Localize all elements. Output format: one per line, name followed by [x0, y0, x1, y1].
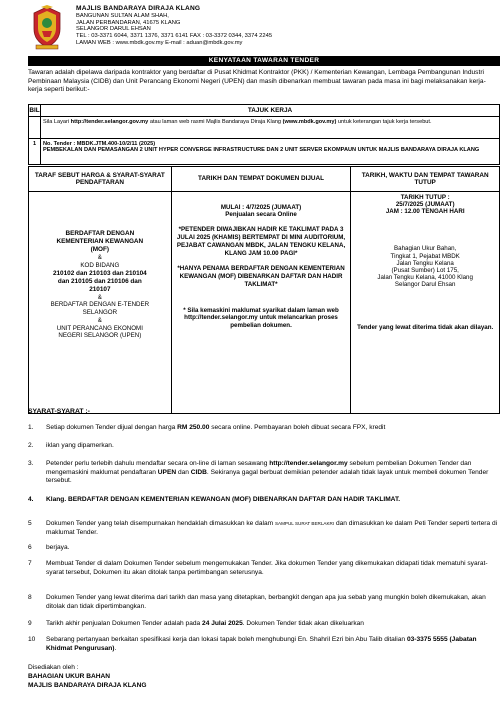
condition-text-part: Petender perlu terlebih dahulu mendaftar secara on-line di laman sesawang	[46, 460, 270, 467]
reg-ampersand: &	[97, 316, 102, 324]
condition-text-part: sebelum pembelian Dokumen Tender dan mengemaskini maklumat pendaftaran	[46, 460, 472, 476]
reg-line: BERDAFTAR DENGAN E-TENDER	[50, 301, 150, 309]
header-sale-date: TARIKH DAN TEMPAT DOKUMEN DIJUAL	[171, 167, 351, 192]
tender-title-cell	[41, 139, 500, 165]
address-line: BANGUNAN SULTAN ALAM SHAH,	[76, 12, 169, 19]
contact-line: TEL : 03-3371 6044, 3371 1376, 3371 6141 FAX : 03-3372 0344, 3374 2245	[76, 33, 273, 40]
briefing-notice: *PETENDER DIWAJIBKAN HADIR KE TAKLIMAT PADA 3 JULAI 2025 (KHAMIS) BERTEMPAT DI MINI AUDITORIUM, PEJABAT CAWANGAN MBDK, JALAN TENGKU KELANA, KLANG JAM 10.00 PAGI*	[176, 226, 346, 257]
web-email-line: LAMAN WEB : www.mbdk.gov.my E-mail : aduan@mbdk.gov.my	[76, 40, 243, 47]
condition-text: iklan yang dipamerkan.	[46, 442, 114, 449]
header-tajuk-kerja: TAJUK KERJA	[41, 105, 500, 117]
bil-cell-empty	[29, 117, 41, 139]
condition-text: Klang. BERDAFTAR DENGAN KEMENTERIAN KEWANGAN (MOF) DIBENARKAN DAFTAR DAN HADIR TAKLIMAT.	[46, 496, 401, 503]
closing-address-line: (Pusat Sumber) Lot 175,	[391, 266, 459, 274]
department-name: BAHAGIAN UKUR BAHAN	[28, 673, 111, 681]
condition-number: 9	[28, 620, 32, 627]
council-name: MAJLIS BANDARAYA DIRAJA KLANG	[28, 682, 147, 690]
mbdk-crest-icon	[30, 5, 64, 51]
prepared-by-label: Disediakan oleh :	[28, 664, 79, 671]
closing-address-line: Jalan Tengku Kelana	[396, 259, 454, 267]
registration-cell	[29, 192, 172, 414]
instruction-text: atau laman web rasmi Majlis Bandaraya Diraja Klang	[148, 119, 283, 125]
intro-paragraph: Tawaran adalah dipelawa daripada kontraktor yang berdaftar di Pusat Khidmat Kontraktor (PKK) / Kementerian Kewangan, Lembaga Pembangunan Industri Pembinaan Malaysia (CIDB) dan Unit Perancang Ekonomi Negeri (UPEN) dan masih dibenarkan membuat tawaran pada masa ini bagi melaksanakan kerja-kerja seperti berikut:-	[28, 69, 486, 94]
closing-address-line: Jalan Tengku Kelana, 41000 Klang	[377, 273, 473, 281]
sale-mode: Penjualan secara Online	[225, 211, 297, 219]
condition-text-part: dan dimasukkan ke dalam Peti Tender seperti tertera di maklumat Tender.	[46, 520, 498, 536]
field-code-line: 210102 dan 210103 dan 210104	[52, 269, 147, 277]
closing-address-line: Selangor Darul Ehsan	[394, 281, 456, 288]
tender-portal-link[interactable]: http://tender.selangor.my	[269, 460, 348, 467]
bil-number: 1	[29, 139, 41, 165]
instruction-text: Sila Layari	[43, 119, 71, 125]
reg-line: SELANGOR	[82, 309, 118, 316]
late-tender-notice: Tender yang lewat diterima tidak akan dilayan.	[357, 324, 494, 332]
letterhead-text	[76, 5, 272, 47]
condition-text-part: .	[114, 644, 117, 652]
condition-number: 1.	[28, 424, 34, 431]
condition-number: 3.	[28, 460, 34, 467]
header-bil: BIL	[29, 105, 41, 117]
condition-text-part: secara online. Pembayaran boleh dibuat secara FPX, kredit	[209, 424, 386, 431]
condition-text-part: Sebarang pertanyaan berkaitan spesifikasi kerja dan lokasi tapak boleh menghubungi En. Shahril Ezri bin Abu Talib ditalian	[46, 636, 407, 643]
condition-number: 2.	[28, 442, 34, 449]
condition-text-part: Tarikh akhir penjualan Dokumen Tender adalah pada	[46, 620, 203, 627]
closing-time: JAM : 12.00 TENGAH HARI	[385, 208, 465, 216]
closing-date: 25/7/2025 (JUMAAT)	[395, 201, 455, 209]
sealed-envelope-label: SAMPUL SURAT BERLAKRI	[274, 521, 335, 526]
contact-phone: 03-3375 5555 (Jabatan Khidmat Pengurusan)	[46, 636, 477, 652]
letterhead	[30, 5, 480, 53]
condition-text-part: . Sekiranya gagal berbuat demikian petender adalah tidak layak untuk membeli dokumen Tender tersebut.	[46, 468, 489, 485]
reg-line: NEGERI SELANGOR (UPEN)	[58, 332, 142, 340]
update-info-notice: * Sila kemaskini maklumat syarikat dalam laman web http://tender.selangor.my untuk melancarkan proses pembelian dokumen.	[183, 306, 339, 329]
address-line: JALAN PERBANDARAN, 41675 KLANG	[76, 19, 181, 26]
condition-text-part: . Dokumen Tender tidak akan dikeluarkan	[242, 620, 364, 627]
mbdk-website-link[interactable]: (www.mbdk.gov.my)	[282, 119, 337, 125]
condition-number: 6	[28, 544, 32, 551]
tender-title: PEMBEKALAN DAN PEMASANGAN 2 UNIT HYPER CONVERGE INFRASTRUCTURE DAN 2 UNIT SERVER EKOMPAUN UNTUK MAJLIS BANDARAYA DIRAJA KLANG	[43, 147, 480, 154]
condition-number: 7	[28, 560, 32, 567]
cidb-label: CIDB	[190, 468, 207, 476]
header-closing: TARIKH, WAKTU DAN TEMPAT TAWARAN TUTUP	[351, 167, 500, 192]
condition-text	[46, 620, 498, 629]
instruction-cell	[41, 117, 500, 139]
condition-number: 8	[28, 594, 32, 601]
condition-text	[46, 460, 498, 486]
notice-banner: KENYATAAN TAWARAN TENDER	[28, 56, 500, 66]
reg-ampersand: &	[97, 254, 102, 261]
condition-text: berjaya.	[46, 544, 70, 551]
condition-text-part: Setiap dokumen Tender dijual dengan harga	[46, 424, 178, 431]
address-line: SELANGOR DARUL EHSAN	[76, 26, 151, 33]
condition-number: 5	[28, 520, 32, 527]
org-name: MAJLIS BANDARAYA DIRAJA KLANG	[76, 5, 201, 12]
closing-cell	[351, 192, 500, 414]
sale-start-date: MULAI : 4/7/2025 (JUMAAT)	[220, 204, 302, 211]
mof-only-notice: *HANYA PENAMA BERDAFTAR DENGAN KEMENTERIAN KEWANGAN (MOF) DIBENARKAN DAFTAR DAN HADIR TAKLIMAT*	[177, 265, 345, 288]
condition-text	[46, 636, 498, 653]
field-code-line: 210107	[89, 285, 111, 293]
closing-label: TARIKH TUTUP :	[400, 194, 450, 201]
closing-address-line: Bahagian Ukur Bahan,	[394, 245, 457, 253]
header-registration: TARAF SEBUT HARGA & SYARAT-SYARAT PENDAFTARAN	[29, 167, 172, 192]
reg-line: KEMENTERIAN KEWANGAN	[56, 238, 144, 245]
closing-address-line: Tingkat 1, Pejabat MBDK	[390, 252, 460, 260]
reg-line: KOD BIDANG	[80, 261, 120, 269]
prepared-by	[28, 663, 146, 691]
reg-line: (MOF)	[90, 246, 110, 253]
work-title-table	[28, 104, 500, 165]
condition-number: 10	[28, 636, 36, 643]
reg-ampersand: &	[97, 293, 102, 301]
tender-portal-link[interactable]: http://tender.selangor.gov.my	[70, 119, 149, 125]
tender-number: No. Tender : MBDK.JTM.400-10/2/11 (2025)	[43, 141, 156, 147]
condition-number: 4.	[28, 496, 34, 503]
conditions-title: SYARAT-SYARAT :-	[28, 408, 90, 415]
price-value: RM 250.00	[177, 424, 210, 431]
condition-text: Dokumen Tender yang lewat diterima dari tarikh dan masa yang ditetapkan, berbangkit dengan apa jua sebab yang mungkin boleh dikemukakan, akan ditolak dan tidak dipertimbangkan.	[46, 594, 486, 610]
condition-text: Membuat Tender di dalam Dokumen Tender sebelum mengemukakan Tender. Jika dokumen Tender yang dikemukakan didapati tidak mematuhi syarat-syarat tersebut, Dokumen itu akan ditolak tanpa pertimbangan seterusnya.	[46, 560, 488, 576]
sale-cell	[171, 192, 351, 414]
tender-details-table	[28, 166, 500, 414]
last-sale-date: 24 Julai 2025	[202, 620, 243, 627]
field-code-line: dan 210105 dan 210106 dan	[57, 277, 142, 285]
reg-line: UNIT PERANCANG EKONOMI	[56, 324, 143, 332]
condition-text-part: Dokumen Tender yang telah disempurnakan hendaklah dimasukkan ke dalam	[46, 520, 275, 527]
condition-text	[46, 424, 498, 433]
instruction-text: untuk keterangan tajuk kerja tersebut.	[336, 119, 432, 125]
condition-text-part: dan	[176, 468, 191, 476]
reg-line: BERDAFTAR DENGAN	[65, 230, 135, 237]
condition-text	[46, 520, 498, 537]
upen-label: UPEN	[157, 468, 177, 476]
